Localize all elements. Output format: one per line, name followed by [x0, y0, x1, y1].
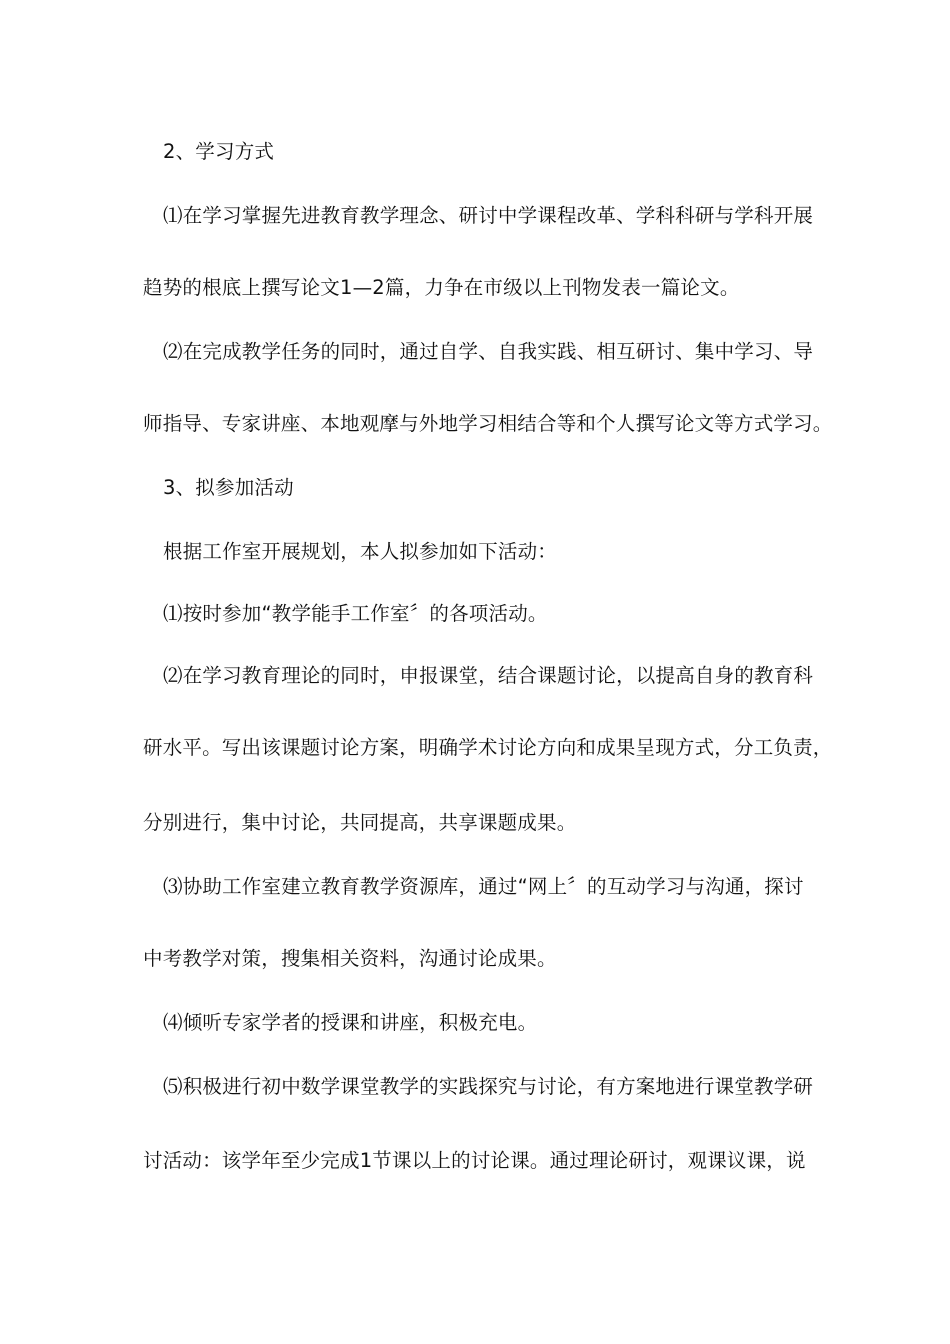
paragraph-line: 研水平。写出该课题讨论方案，明确学术讨论方向和成果呈现方式，分工负责， [143, 736, 833, 759]
paragraph-line: ⑷倾听专家学者的授课和讲座，积极充电。 [163, 1011, 538, 1034]
paragraph-line: ⑵在完成教学任务的同时，通过自学、自我实践、相互研讨、集中学习、导 [163, 340, 814, 363]
paragraph-line: 根据工作室开展规划，本人拟参加如下活动： [163, 540, 558, 563]
paragraph-line: ⑶协助工作室建立教育教学资源库，通过“网上〞的互动学习与沟通，探讨 [163, 875, 804, 898]
paragraph-line: ⑴按时参加“教学能手工作室〞的各项活动。 [163, 602, 548, 625]
paragraph-line: 趋势的根底上撰写论文1—2篇，力争在市级以上刊物发表一篇论文。 [143, 276, 740, 299]
heading-planned-activities: 3、拟参加活动 [163, 476, 294, 499]
paragraph-line: 师指导、专家讲座、本地观摩与外地学习相结合等和个人撰写论文等方式学习。 [143, 412, 833, 435]
paragraph-line: ⑵在学习教育理论的同时，申报课堂，结合课题讨论，以提高自身的教育科 [163, 664, 814, 687]
paragraph-line: 讨活动：该学年至少完成1节课以上的讨论课。通过理论研讨，观课议课，说 [143, 1149, 806, 1172]
paragraph-line: 中考教学对策，搜集相关资料，沟通讨论成果。 [143, 947, 557, 970]
paragraph-line: 分别进行，集中讨论，共同提高，共享课题成果。 [143, 811, 577, 834]
heading-study-method: 2、学习方式 [163, 140, 275, 163]
paragraph-line: ⑸积极进行初中数学课堂教学的实践探究与讨论，有方案地进行课堂教学研 [163, 1075, 814, 1098]
paragraph-line: ⑴在学习掌握先进教育教学理念、研讨中学课程改革、学科科研与学科开展 [163, 204, 814, 227]
